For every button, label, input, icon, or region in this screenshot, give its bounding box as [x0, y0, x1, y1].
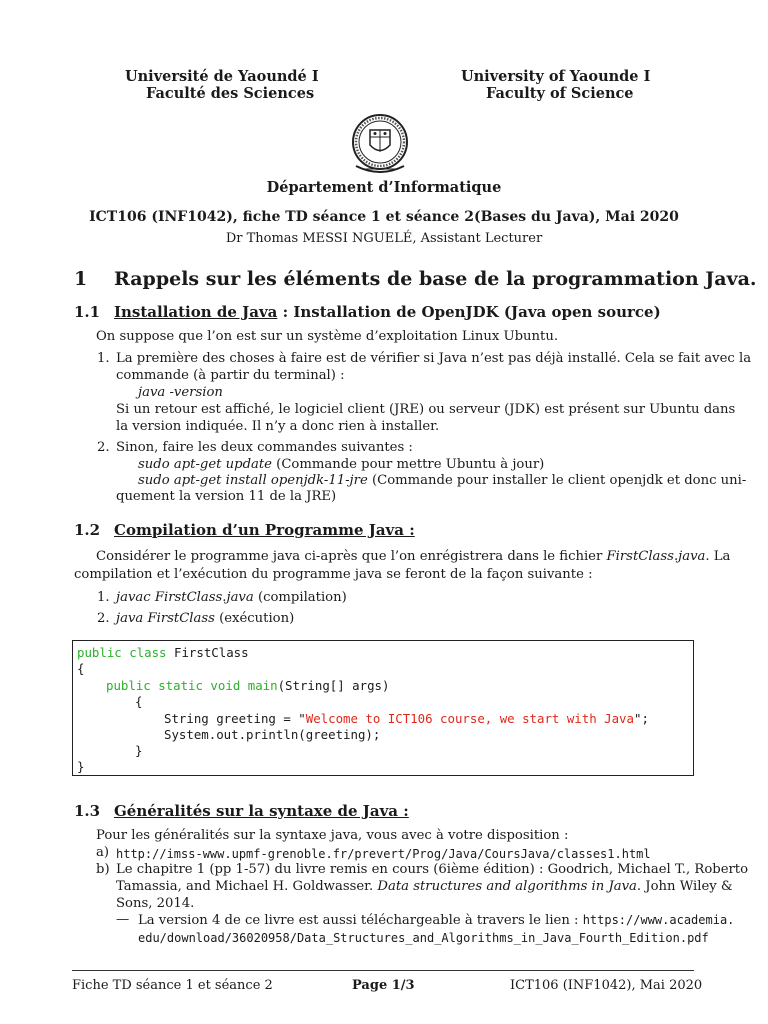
- list-item-text: La première des choses à faire est de vérifier si Java n’est pas déjà installé. Cela se fait avec la: [116, 351, 752, 366]
- code-keyword: public static void main: [106, 678, 278, 693]
- section-title-underlined: Compilation d’un Programme Java :: [114, 521, 415, 539]
- code-line: System.out.println(greeting);: [164, 727, 381, 742]
- book-title: Data structures and algorithms in Java: [377, 879, 637, 894]
- paragraph-line: [96, 549, 730, 566]
- list-label: a): [96, 845, 110, 860]
- code-line: }: [77, 759, 85, 774]
- section-number: 1.1: [74, 303, 101, 321]
- reference-text: . John Wiley &: [636, 879, 733, 894]
- code-line: {: [135, 694, 143, 709]
- footer-divider: [72, 970, 694, 971]
- faculty-name-en: Faculty of Science: [486, 85, 634, 102]
- list-item-text: Si un retour est affiché, le logiciel client (JRE) ou serveur (JDK) est présent sur Ubuntu dans: [116, 402, 736, 417]
- code-line: [164, 711, 649, 728]
- section-1-2-heading: [74, 521, 415, 539]
- university-header-fr: [125, 68, 319, 102]
- section-1-3-heading: [74, 802, 409, 820]
- footer-left: Fiche TD séance 1 et séance 2: [72, 978, 273, 993]
- code-string: Welcome to ICT106 course, we start with Java: [305, 711, 634, 726]
- list-number: 1.: [97, 590, 110, 605]
- command-text: java -version: [138, 385, 223, 400]
- command-text: java FirstClass: [116, 611, 215, 626]
- command-text: javac FirstClass.java: [116, 590, 254, 605]
- command-note: (Commande pour mettre Ubuntu à jour): [271, 457, 545, 472]
- command-note: (compilation): [253, 590, 347, 605]
- paragraph-text: Considérer le programme java ci-après que l’on enrégistrera dans le fichier: [96, 549, 607, 564]
- reference-text: Tamassia, and Michael H. Goldwasser.: [116, 879, 378, 894]
- university-header-en: [461, 68, 650, 102]
- reference-link[interactable]: http://imss-www.upmf-grenoble.fr/prevert/Prog/Java/CoursJava/classes1.html: [116, 847, 651, 861]
- course-title: ICT106 (INF1042), fiche TD séance 1 et séance 2(Bases du Java), Mai 2020: [89, 209, 679, 225]
- list-label: b): [96, 862, 110, 877]
- code-line: [106, 678, 389, 695]
- list-number: 2.: [97, 611, 110, 626]
- command-note: (Commande pour installer le client openjdk et donc uni-: [367, 473, 747, 488]
- list-number: 1.: [97, 351, 110, 366]
- section-1-1-heading: [74, 303, 661, 321]
- university-seal-logo: [348, 112, 412, 176]
- dash-bullet: —: [116, 912, 130, 927]
- list-item-text: Sinon, faire les deux commandes suivantes :: [116, 440, 413, 455]
- list-item-text: Le chapitre 1 (pp 1-57) du livre remis en cours (6ième édition) : Goodrich, Michael T., Roberto: [116, 862, 749, 877]
- section-number: 1.2: [74, 521, 101, 539]
- command-line: [138, 473, 746, 490]
- author-line: Dr Thomas MESSI NGUELÉ, Assistant Lecturer: [225, 231, 543, 246]
- list-number: 2.: [97, 440, 110, 455]
- faculty-name-fr: Faculté des Sciences: [146, 85, 315, 102]
- paragraph-line: compilation et l’exécution du programme java se feront de la façon suivante :: [74, 567, 593, 582]
- list-item-text: [116, 590, 347, 607]
- reference-link[interactable]: edu/download/36020958/Data_Structures_and_Algorithms_in_Java_Fourth_Edition.pdf: [138, 931, 709, 945]
- section-title-underlined: Installation de Java: [114, 303, 278, 321]
- intro-paragraph: Pour les généralités sur la syntaxe java, vous avec à votre disposition :: [96, 828, 569, 843]
- department-title: Département d’Informatique: [266, 179, 502, 196]
- page-number: Page 1/3: [352, 978, 415, 993]
- section-title-underlined: Généralités sur la syntaxe de Java :: [114, 802, 409, 820]
- section-1-heading: [74, 268, 757, 290]
- list-item-text: commande (à partir du terminal) :: [116, 368, 345, 383]
- list-item-text: [116, 611, 294, 628]
- code-text: String greeting = ": [164, 711, 306, 726]
- code-text: FirstClass: [166, 645, 249, 660]
- footer-right: ICT106 (INF1042), Mai 2020: [510, 978, 703, 993]
- section-number: 1.3: [74, 802, 101, 820]
- code-text: ";: [633, 711, 649, 726]
- code-listing: [72, 640, 694, 776]
- list-item-text: [138, 912, 734, 930]
- command-note: (exécution): [214, 611, 295, 626]
- reference-link[interactable]: https://www.academia.: [582, 913, 735, 927]
- list-item-text: Sons, 2014.: [116, 896, 195, 911]
- code-line: [77, 645, 249, 662]
- command-text: sudo apt-get update: [138, 457, 272, 472]
- reference-text: La version 4 de ce livre est aussi téléchargeable à travers le lien :: [138, 913, 583, 928]
- code-keyword: public class: [77, 645, 167, 660]
- file-name: FirstClass.java: [606, 549, 706, 564]
- command-text: sudo apt-get install openjdk-11-jre: [138, 473, 368, 488]
- section-number: 1: [74, 268, 88, 290]
- section-title: Rappels sur les éléments de base de la programmation Java.: [114, 268, 757, 290]
- code-line: {: [77, 661, 85, 676]
- code-text: (String[] args): [277, 678, 390, 693]
- paragraph-text: . La: [705, 549, 731, 564]
- code-line: }: [135, 743, 143, 758]
- list-item-text: quement la version 11 de la JRE): [116, 489, 337, 504]
- section-title-rest: : Installation de OpenJDK (Java open source): [277, 303, 661, 321]
- university-name-en: University of Yaounde I: [461, 68, 651, 85]
- university-name-fr: Université de Yaoundé I: [125, 68, 319, 85]
- command-line: [138, 457, 544, 474]
- intro-paragraph: On suppose que l’on est sur un système d’exploitation Linux Ubuntu.: [96, 329, 559, 344]
- list-item-text: [116, 879, 733, 896]
- list-item-text: la version indiquée. Il n’y a donc rien à installer.: [116, 419, 440, 434]
